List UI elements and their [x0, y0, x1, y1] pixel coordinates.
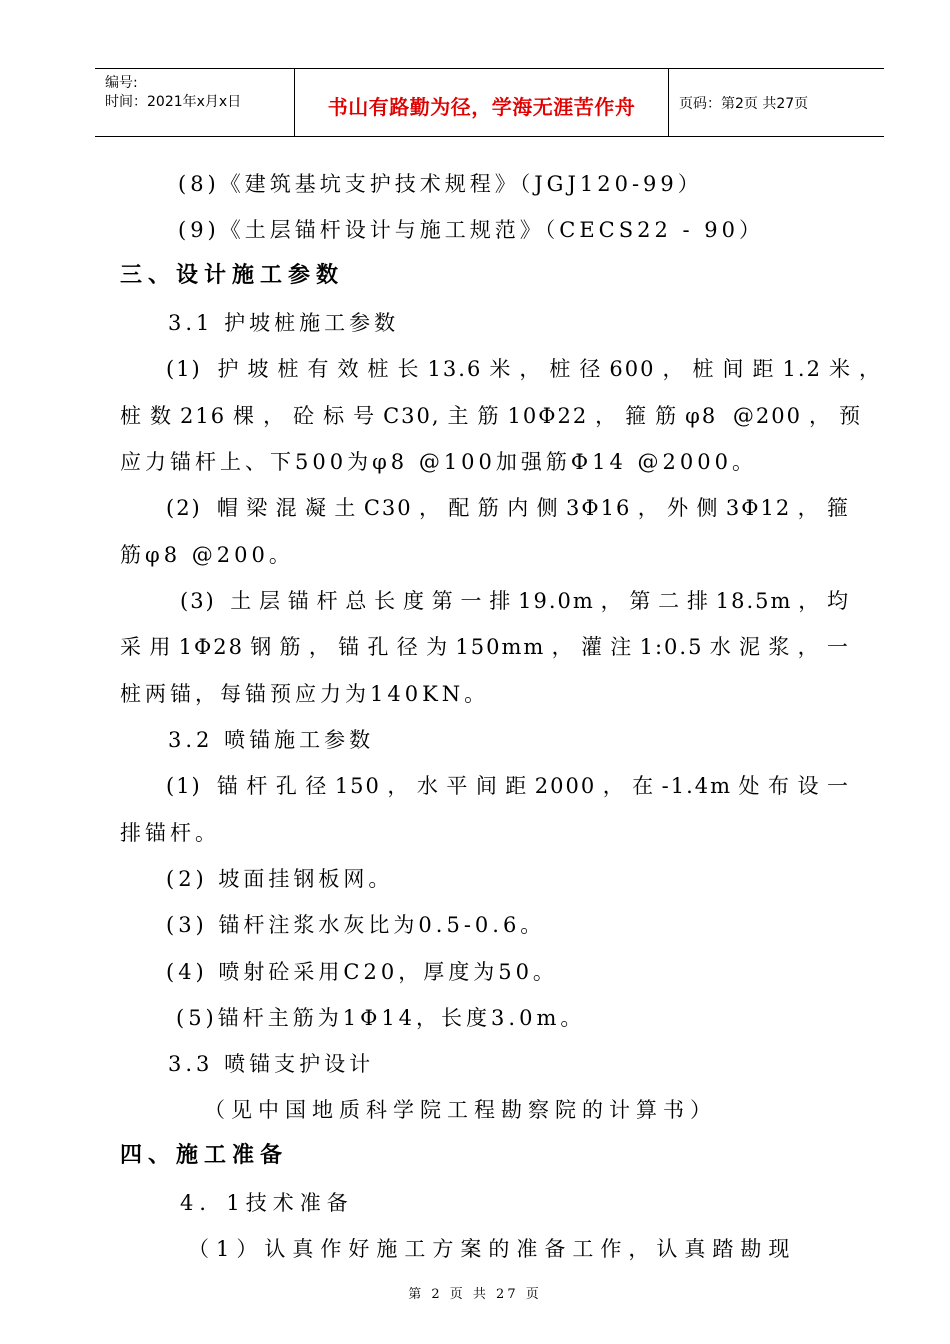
page-footer: 第 2 页 共 27 页: [408, 1287, 542, 1302]
header-page-cell: [669, 69, 884, 136]
body-line: 排锚杆。: [120, 821, 220, 845]
body-line: (1) 锚杆孔径150，水平间距2000，在-1.4m处布设一: [166, 774, 850, 798]
body-line: 采用1Φ28钢筋，锚孔径为150mm，灌注1:0.5水泥浆，一: [120, 635, 850, 659]
body-line: (2) 坡面挂钢板网。: [166, 867, 394, 891]
section-heading-3: 三、设计施工参数: [120, 263, 345, 288]
body-line-ref-8: (8)《建筑基坑支护技术规程》（JGJ120-99）: [178, 172, 703, 196]
body-line: 筋φ8 @200。: [120, 543, 294, 567]
header-motto: 书山有路勤为径，学海无涯苦作舟: [327, 95, 636, 119]
body-line: 桩数216棵，砼标号C30,主筋10Φ22，箍筋φ8 @200，预: [120, 404, 862, 428]
page-header: [95, 68, 884, 137]
header-motto-cell: [295, 69, 669, 136]
body-line: （1）认真作好施工方案的准备工作，认真踏勘现: [188, 1237, 797, 1261]
section-heading-4: 四、施工准备: [120, 1143, 289, 1168]
body-line: （见中国地质科学院工程勘察院的计算书）: [204, 1098, 717, 1122]
document-number-label: 编号:: [105, 75, 138, 91]
body-line: (3) 土层锚杆总长度第一排19.0m，第二排18.5m，均: [180, 589, 850, 613]
subsection-heading-3-2: 3.2 喷锚施工参数: [168, 728, 375, 752]
body-line: 桩两锚，每锚预应力为140KN。: [120, 682, 490, 706]
body-line: 应力锚杆上、下500为φ8 @100加强筋Φ14 @2000。: [120, 450, 757, 474]
subsection-heading-3-1: 3.1 护坡桩施工参数: [168, 311, 400, 335]
body-line: (3) 锚杆注浆水灰比为0.5-0.6。: [166, 913, 546, 937]
header-meta-cell: [95, 69, 295, 136]
body-line: (5)锚杆主筋为1Φ14，长度3.0m。: [176, 1006, 586, 1030]
subsection-heading-3-3: 3.3 喷锚支护设计: [168, 1052, 375, 1076]
body-line: (1) 护坡桩有效桩长13.6米，桩径600，桩间距1.2米，: [166, 357, 882, 381]
header-page-info: 页码：第2页 共27页: [679, 96, 809, 112]
document-time-label: 时间：2021年x月x日: [105, 94, 242, 110]
body-line: (4) 喷射砼采用C20，厚度为50。: [166, 960, 558, 984]
subsection-heading-4-1: 4．1技术准备: [180, 1191, 354, 1215]
body-line: (2) 帽梁混凝土C30，配筋内侧3Φ16，外侧3Φ12，箍: [166, 496, 850, 520]
body-line-ref-9: (9)《土层锚杆设计与施工规范》（CECS22 - 90）: [178, 218, 764, 242]
